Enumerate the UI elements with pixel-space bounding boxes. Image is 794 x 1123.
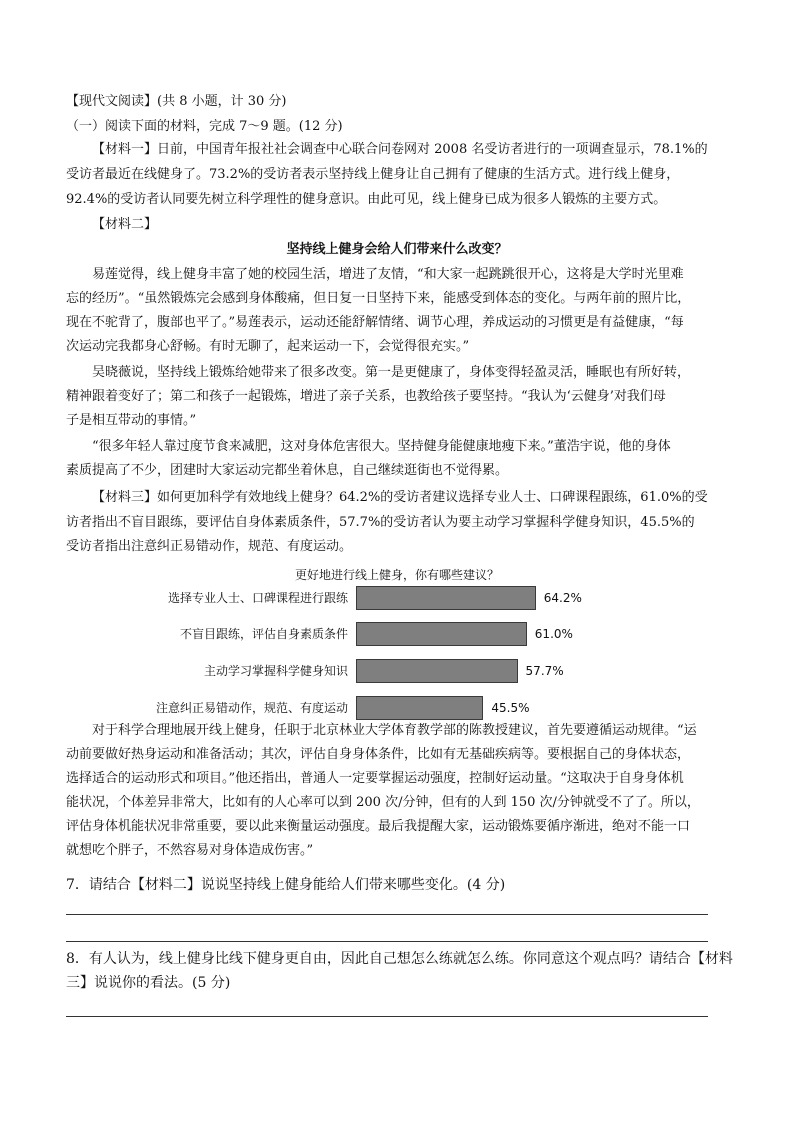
answer-line-q7[interactable]	[66, 914, 708, 915]
material-one-line: 受访者最近在线健身了。73.2%的受访者表示坚持线上健身让自己拥有了健康的生活方式。进行线上健身，	[66, 167, 680, 182]
chart-title: 更好地进行线上健身，你有哪些建议？	[294, 568, 499, 582]
chart-category-label: 注意纠正易错动作，规范、有度运动	[155, 701, 348, 715]
section-instructions: （一）阅读下面的材料，完成 7～9 题。(12 分)	[66, 119, 343, 134]
paragraph-line: 易莲觉得，线上健身丰富了她的校园生活，增进了友情，“和大家一起跳跳很开心，这将是大学时光里难	[92, 267, 684, 282]
material-one-line: 【材料一】日前，中国青年报社社会调查中心联合问卷网对 2008 名受访者进行的一项调查显示，78.1%的	[92, 142, 708, 157]
material-four-line: 对于科学合理地展开线上健身，任职于北京林业大学体育教学部的陈教授建议，首先要遵循运动规律。“运	[92, 723, 697, 738]
paragraph-line: 忘的经历”。“虽然锻炼完会感到身体酸痛，但日复一日坚持下来，能感受到体态的变化。与两年前的照片比，	[66, 291, 691, 306]
chart-value-label: 64.2%	[543, 591, 582, 605]
material-one-line: 92.4%的受访者认同要先树立科学理性的健身意识。由此可见，线上健身已成为很多人锻炼的主要方式。	[66, 192, 667, 207]
chart-category-label: 选择专业人士、口碑课程进行跟练	[167, 591, 348, 605]
section-header: 【现代文阅读】(共 8 小题，计 30 分)	[66, 94, 287, 109]
question-8-continued: 三】说说你的看法。(5 分)	[66, 975, 231, 991]
paragraph-line: 素质提高了不少，团建时大家运动完都坐着休息，自己继续逛街也不觉得累。	[66, 463, 509, 478]
chart-bar	[356, 586, 536, 610]
material-four-line: 动前要做好热身运动和准备活动；其次，评估自身身体条件，比如有无基础疾病等。要根据自己的身体状态，	[66, 747, 691, 762]
chart-value-label: 57.7%	[525, 664, 564, 678]
material-four-line: 评估身体机能状况非常重要，要以此来衡量运动强度。最后我提醒大家，运动锻炼要循序渐进，绝对不能一口	[66, 819, 691, 834]
material-four-line: 就想吃个胖子，不然容易对身体造成伤害。”	[66, 843, 314, 858]
question-7: 7．请结合【材料二】说说坚持线上健身能给人们带来哪些变化。(4 分)	[66, 877, 506, 893]
answer-line-q8[interactable]	[66, 1016, 708, 1017]
paragraph-line: 子是相互带动的事情。”	[66, 413, 197, 428]
material-four-line: 能状况，个体差异非常大，比如有的人心率可以到 200 次/分钟，但有的人到 150 次/分钟就受不了了。所以，	[66, 795, 700, 810]
chart-value-label: 61.0%	[534, 627, 573, 641]
paragraph-line: 吴晓薇说，坚持线上锻炼给她带来了很多改变。第一是更健康了，身体变得轻盈灵活，睡眠也有所好转，	[92, 365, 691, 380]
paragraph-line: “很多年轻人靠过度节食来减肥，这对身体危害很大。坚持健身能健康地瘦下来。”董浩宇说，他的身体	[92, 439, 671, 454]
paragraph-line: 现在不驼背了，腹部也平了。”易莲表示，运动还能舒解情绪、调节心理，养成运动的习惯更是有益健康，“每	[66, 315, 684, 330]
question-8: 8．有人认为，线上健身比线下健身更自由，因此自己想怎么练就怎么练。你同意这个观点吗？请结合【材料	[66, 951, 733, 967]
material-three-line: 访者指出不盲目跟练，要评估自身体素质条件，57.7%的受访者认为要主动学习掌握科学健身知识，45.5%的	[66, 515, 695, 530]
material-two-label: 【材料二】	[92, 217, 158, 232]
answer-line-q7[interactable]	[66, 941, 708, 942]
material-three-line: 受访者指出注意纠正易错动作，规范、有度运动。	[66, 539, 353, 554]
paragraph-line: 次运动完我都身心舒畅。有时无聊了，起来运动一下，会觉得很充实。”	[66, 339, 470, 354]
material-three-line: 【材料三】如何更加科学有效地线上健身？64.2%的受访者建议选择专业人士、口碑课程跟练，61.0%的受	[92, 490, 708, 505]
chart-category-label: 主动学习掌握科学健身知识	[203, 664, 348, 678]
material-two-title: 坚持线上健身会给人们带来什么改变？	[286, 242, 508, 257]
chart-value-label: 45.5%	[491, 701, 530, 715]
chart-bar	[356, 622, 527, 646]
chart-bar	[356, 696, 483, 720]
paragraph-line: 精神跟着变好了；第二和孩子一起锻炼，增进了亲子关系，也教给孩子要坚持。“我认为‘云健身’对我们母	[66, 389, 666, 404]
chart-bar	[356, 659, 518, 683]
material-four-line: 选择适合的运动形式和项目。”他还指出，普通人一定要掌握运动强度，控制好运动量。“这取决于自身身体机	[66, 771, 684, 786]
chart-category-label: 不盲目跟练，评估自身素质条件	[179, 627, 348, 641]
